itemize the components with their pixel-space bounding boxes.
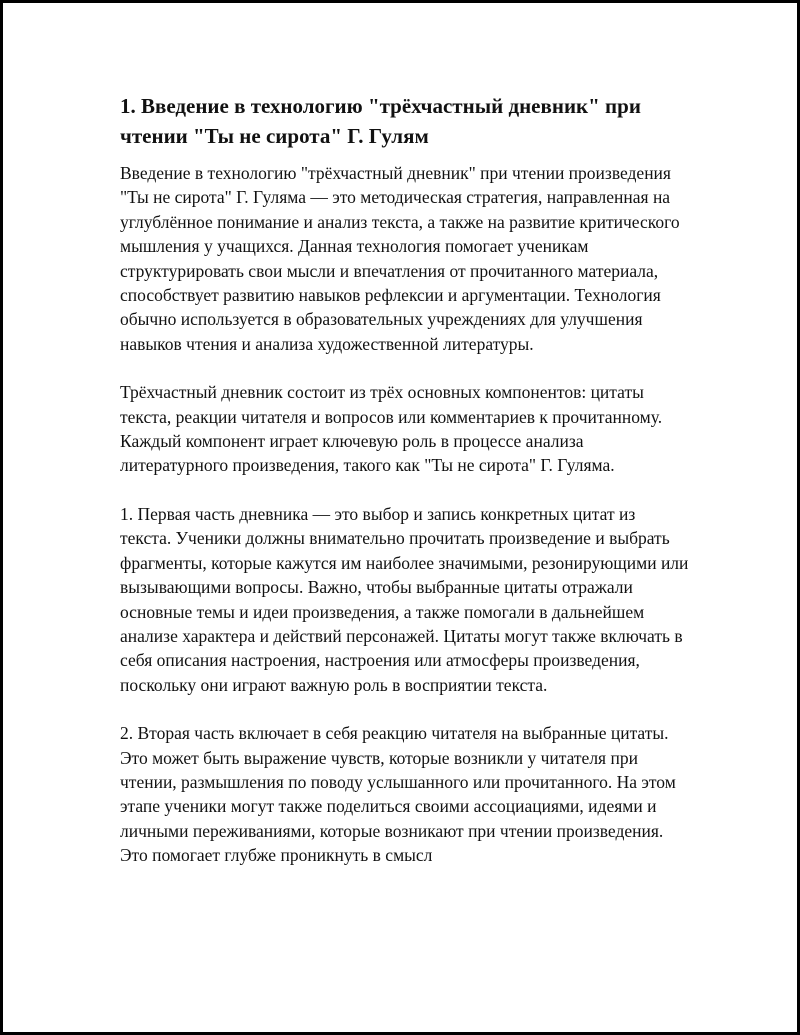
section-title: 1. Введение в технологию "трёхчастный дневник" при чтении "Ты не сирота" Г. Гулям [120,94,641,148]
intro-paragraph: Введение в технологию "трёхчастный дневник" при чтении произведения "Ты не сирота" Г. Гуляма — это методическая стратегия, направленная на углублённое понимание и анализ текста, а также на развитие критического мышления у учащихся. Данная технология помогает ученикам структурировать свои мысли и впечатления от прочитанного материала, способствует развитию навыков рефлексии и аргументации. Технология обычно используется в образовательных учреждениях для улучшения навыков чтения и анализа художественной литературы. [120,163,680,354]
document-content [120,91,690,892]
components-paragraph: Трёхчастный дневник состоит из трёх основных компонентов: цитаты текста, реакции читателя и вопросов или комментариев к прочитанному. Каждый компонент играет ключевую роль в процессе анализа литературного произведения, такого как "Ты не сирота" Г. Гуляма. [120,382,663,476]
part-two-paragraph: 2. Вторая часть включает в себя реакцию читателя на выбранные цитаты. Это может быть выражение чувств, которые возникли у читателя при чтении, размышления по поводу услышанного или прочитанного. На этом этапе ученики могут также поделиться своими ассоциациями, идеями и личными переживаниями, которые возникают при чтении произведения. Это помогает глубже проникнуть в смысл [120,723,676,866]
part-one-paragraph: 1. Первая часть дневника — это выбор и запись конкретных цитат из текста. Ученики должны внимательно прочитать произведение и выбрать фрагменты, которые кажутся им наиболее значимыми, резонирующими или вызывающими вопросы. Важно, чтобы выбранные цитаты отражали основные темы и идеи произведения, а также помогали в дальнейшем анализе характера и действий персонажей. Цитаты могут также включать в себя описания настроения, настроения или атмосферы произведения, поскольку они играют важную роль в восприятии текста. [120,503,689,695]
